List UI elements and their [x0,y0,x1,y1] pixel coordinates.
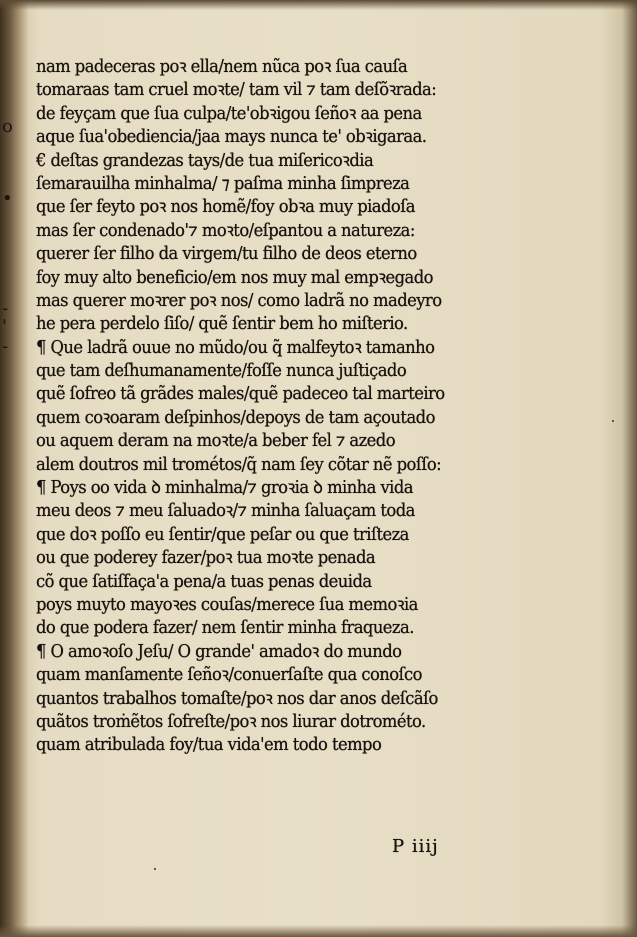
verse-line: alem doutros mil trométos/q̃ nam ſey cõtar nẽ poſſo: [36,454,442,475]
paper-speck [154,868,156,870]
verse-line: ¶ Poys oo vida ꝺ minhalma/⁊ groꝛia ꝺ minha vida [36,478,413,499]
gutter-mark: o [2,116,13,137]
gutter-mark: • [2,188,13,209]
gutter-mark: - [2,298,9,319]
verse-line: aque ſua'obediencia/jaa mays nunca te' obꝛigaraa. [36,127,427,148]
verse-line: quãtos troṁẽtos ſofreſte/poꝛ nos liurar dotrométo. [36,711,426,732]
verse-line: quem coꝛoaram deſpinhos/depoys de tam açoutado [36,407,435,428]
verse-line: mas ſer condenado'⁊ moꝛto/eſpantou a natureza: [36,220,415,241]
verse-line: mas querer moꝛrer poꝛ nos/ como ladrã no madeyro [36,290,442,311]
verse-line: ou aquem deram na moꝛte/a beber fel ⁊ azedo [36,431,396,452]
verse-line: ſemarauilha minhalma/ ⁊ paſma minha ſimpreza [36,173,410,194]
verse-line: de feyçam que ſua culpa/te'obꝛigou ſeñoꝛ aa pena [36,103,422,124]
verse-line: quam manſamente ſeñoꝛ/conuerſaſte qua conoſco [36,665,422,686]
verse-line: do que podera fazer/ nem ſentir minha fraqueza. [36,618,414,639]
verse-line: foy muy alto beneficio/em nos muy mal empꝛegado [36,267,433,288]
verse-line: € deſtas grandezas tays/de tua miſericoꝛdia [36,150,374,171]
signature-mark: P iiij [392,836,439,857]
verse-line: quẽ ſofreo tã grãdes males/quẽ padeceo tal marteiro [36,384,445,405]
verse-line: quam atribulada foy/tua vida'em todo tempo [36,735,382,756]
verse-line: nam padeceras poꝛ ella/nem nũca poꝛ ſua cauſa [36,57,408,77]
verse-line: ¶ O amoꝛoſo Jeſu/ O grande' amadoꝛ do mundo [36,641,402,662]
verse-line: tomaraas tam cruel moꝛte/ tam vil ⁊ tam deſõꝛrada: [36,80,437,101]
page-bottom-shadow [0,925,637,937]
verse-line: cõ que ſatiſfaça'a pena/a tuas penas deuida [36,571,372,592]
gutter-mark: - [2,336,9,357]
verse-line: he pera perdelo ſiſo/ quẽ ſentir bem ho miſterio. [36,314,408,335]
verse-line: poys muyto mayoꝛes couſas/merece ſua memoꝛia [36,594,418,615]
verse-text-block [36,56,596,758]
verse-line: ou que poderey fazer/poꝛ tua moꝛte penada [36,548,376,569]
verse-line: meu deos ⁊ meu ſaluadoꝛ/⁊ minha ſaluaçam toda [36,501,415,522]
binding-gutter [0,0,28,937]
paper-speck [612,420,614,422]
gutter-mark: ' [2,316,7,337]
verse-line: que ſer feyto poꝛ nos homẽ/foy obꝛa muy piadoſa [36,197,415,218]
verse-line: quantos trabalhos tomaſte/poꝛ nos dar anos deſcãſo [36,688,438,709]
page-top-shadow [0,0,637,10]
verse-line: que doꝛ poſſo eu ſentir/que peſar ou que triſteza [36,524,409,545]
verse-line: ¶ Que ladrã ouue no mũdo/ou q̃ malfeytoꝛ tamanho [36,337,435,358]
verse-line: querer ſer filho da virgem/tu filho de deos eterno [36,244,417,265]
verse-line: que tam deſhumanamente/foſſe nunca juſtiçado [36,361,407,382]
